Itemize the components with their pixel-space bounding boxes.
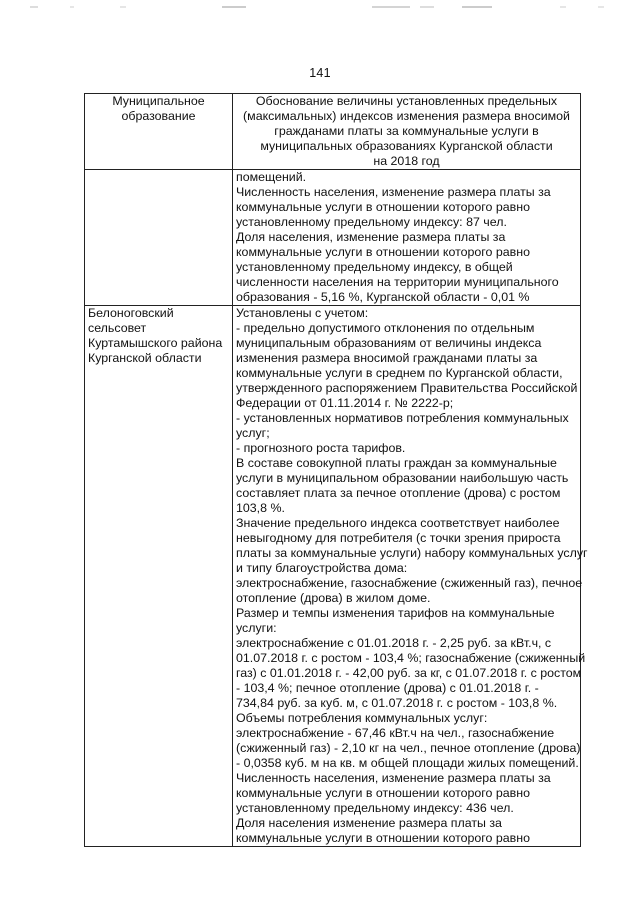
text-line: коммунальные услуги в отношении которого равно: [236, 245, 530, 259]
municipality-line: Курганской области: [88, 351, 202, 365]
text-line: Численность населения, изменение размера платы за: [236, 185, 551, 199]
header-line: гражданами платы за коммунальные услуги в: [274, 124, 539, 138]
scan-artifact-marks: [0, 0, 640, 14]
text-line: Численность населения, изменение размера платы за: [236, 771, 551, 785]
justification-cell: [233, 306, 588, 847]
text-line: отопление (дрова) в жилом доме.: [236, 591, 431, 605]
text-line: образования - 5,16 %, Курганской области - 0,01 %: [236, 290, 530, 304]
text-line: 103,8 %.: [236, 501, 285, 515]
justification-table: [84, 93, 588, 847]
text-line: невыгодному для потребителя (с точки зрения прироста: [236, 531, 561, 545]
justification-cell: [233, 170, 581, 306]
text-line: - установленных нормативов потребления коммунальных: [236, 411, 569, 425]
text-line: платы за коммунальные услуги) набору коммунальных услуг: [236, 546, 588, 560]
header-line: Обоснование величины установленных предельных: [255, 94, 558, 108]
text-line: В составе совокупной платы граждан за коммунальные: [236, 456, 557, 470]
text-line: и типу благоустройства дома:: [236, 561, 408, 575]
text-line: установленному предельному индексу: 436 чел.: [236, 801, 514, 815]
text-line: газ) с 01.01.2018 г. - 42,00 руб. за кг, с 01.07.2018 г. с ростом: [236, 666, 582, 680]
text-line: - прогнозного роста тарифов.: [236, 441, 406, 455]
text-line: услуги в муниципальном образовании наибольшую часть: [236, 471, 569, 485]
text-line: 734,84 руб. за куб. м, с 01.07.2018 г. с ростом - 103,8 %.: [236, 696, 558, 710]
text-line: электроснабжение, газоснабжение (сжиженный газ), печное: [236, 576, 583, 590]
municipality-line: Куртамышского района: [88, 336, 223, 350]
text-line: установленному предельному индексу, в общей: [236, 260, 513, 274]
text-line: электроснабжение с 01.01.2018 г. - 2,25 руб. за кВт.ч, с: [236, 636, 552, 650]
text-line: составляет плата за печное отопление (дрова) с ростом: [236, 486, 561, 500]
text-line: Объемы потребления коммунальных услуг:: [236, 711, 488, 725]
text-line: Размер и темпы изменения тарифов на коммунальные: [236, 606, 555, 620]
text-line: (сжиженный газ) - 2,10 кг на чел., печное отопление (дрова): [236, 741, 581, 755]
text-line: коммунальные услуги в отношении которого равно: [236, 831, 530, 845]
text-line: Установлены с учетом:: [236, 306, 369, 320]
text-line: электроснабжение - 67,46 кВт.ч на чел., газоснабжение: [236, 726, 555, 740]
text-line: Федерации от 01.11.2014 г. № 2222-р;: [236, 396, 454, 410]
text-line: изменения размера вносимой гражданами платы за: [236, 351, 538, 365]
text-line: - 103,4 %; печное отопление (дрова) с 01.01.2018 г. -: [236, 681, 539, 695]
text-line: 01.07.2018 г. с ростом - 103,4 %; газоснабжение (сжиженный: [236, 651, 586, 665]
table-header-row: [85, 94, 581, 170]
municipality-line: сельсовет: [88, 321, 147, 335]
text-line: коммунальные услуги в отношении которого равно: [236, 200, 530, 214]
header-justification: [233, 94, 581, 170]
text-line: Доля населения изменение размера платы за: [236, 816, 502, 830]
page-number: 141: [309, 66, 331, 80]
text-line: утвержденного распоряжением Правительства Российской: [236, 381, 578, 395]
text-line: муниципальным образованиям от величины индекса: [236, 336, 542, 350]
text-line: Доля населения, изменение размера платы за: [236, 230, 506, 244]
text-line: коммунальные услуги в среднем по Курганской области,: [236, 366, 563, 380]
text-line: коммунальные услуги в отношении которого равно: [236, 786, 530, 800]
text-line: помещений.: [236, 170, 307, 184]
text-line: услуг;: [236, 426, 270, 440]
header-line: (максимальных) индексов изменения размера вносимой: [243, 109, 570, 123]
text-line: - 0,0358 куб. м на кв. м общей площади жилых помещений.: [236, 756, 579, 770]
text-line: установленному предельному индексу: 87 чел.: [236, 215, 507, 229]
header-line: Муниципальное: [112, 94, 205, 108]
municipality-line: Белоноговский: [88, 306, 174, 320]
municipality-cell: [85, 306, 233, 847]
header-line: образование: [121, 109, 196, 123]
text-line: - предельно допустимого отклонения по отдельным: [236, 321, 535, 335]
header-line: на 2018 год: [373, 154, 440, 168]
header-line: муниципальных образованиях Курганской области: [260, 139, 553, 153]
table-row: [85, 170, 581, 306]
text-line: Значение предельного индекса соответствует наиболее: [236, 516, 560, 530]
text-line: численности населения на территории муниципального: [236, 275, 559, 289]
text-line: услуги:: [236, 621, 277, 635]
municipality-cell: [85, 170, 233, 306]
table-row: [85, 306, 581, 847]
header-municipality: [85, 94, 233, 170]
